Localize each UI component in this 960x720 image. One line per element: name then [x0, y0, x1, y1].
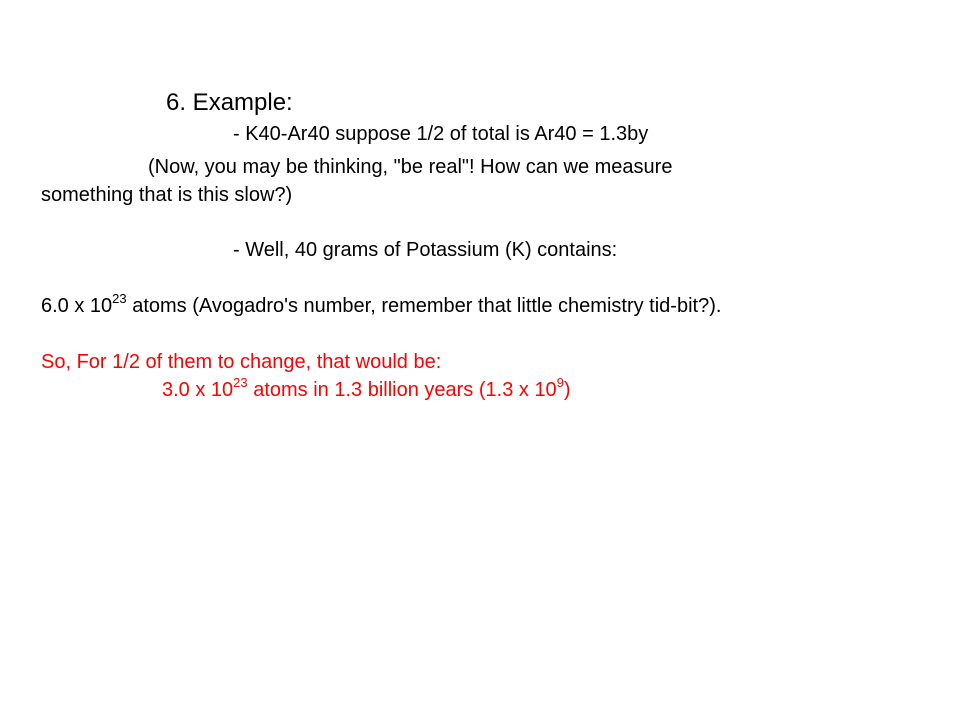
avogadro-exponent: 23: [112, 291, 127, 307]
avogadro-mantissa: 6.0 x 10: [41, 295, 113, 317]
half-change-intro: So, For 1/2 of them to change, that would be:: [41, 351, 442, 373]
half-exponent: 23: [233, 375, 248, 391]
avogadro-line: [41, 291, 722, 318]
skeptic-remark-line-1: (Now, you may be thinking, "be real"! How can we measure: [148, 156, 673, 178]
half-middle: atoms in 1.3 billion years (1.3 x 10: [247, 379, 557, 401]
k40-ar40-statement: - K40-Ar40 suppose 1/2 of total is Ar40 = 1.3by: [233, 123, 649, 145]
skeptic-remark-line-2: something that is this slow?): [41, 184, 293, 206]
half-change-line: [162, 375, 571, 402]
slide-title: 6. Example:: [166, 89, 293, 116]
half-close: ): [563, 379, 571, 401]
years-exponent: 9: [556, 375, 564, 391]
avogadro-rest: atoms (Avogadro's number, remember that little chemistry tid-bit?).: [126, 295, 722, 317]
potassium-statement: - Well, 40 grams of Potassium (K) contains:: [233, 239, 618, 261]
half-mantissa: 3.0 x 10: [162, 379, 234, 401]
